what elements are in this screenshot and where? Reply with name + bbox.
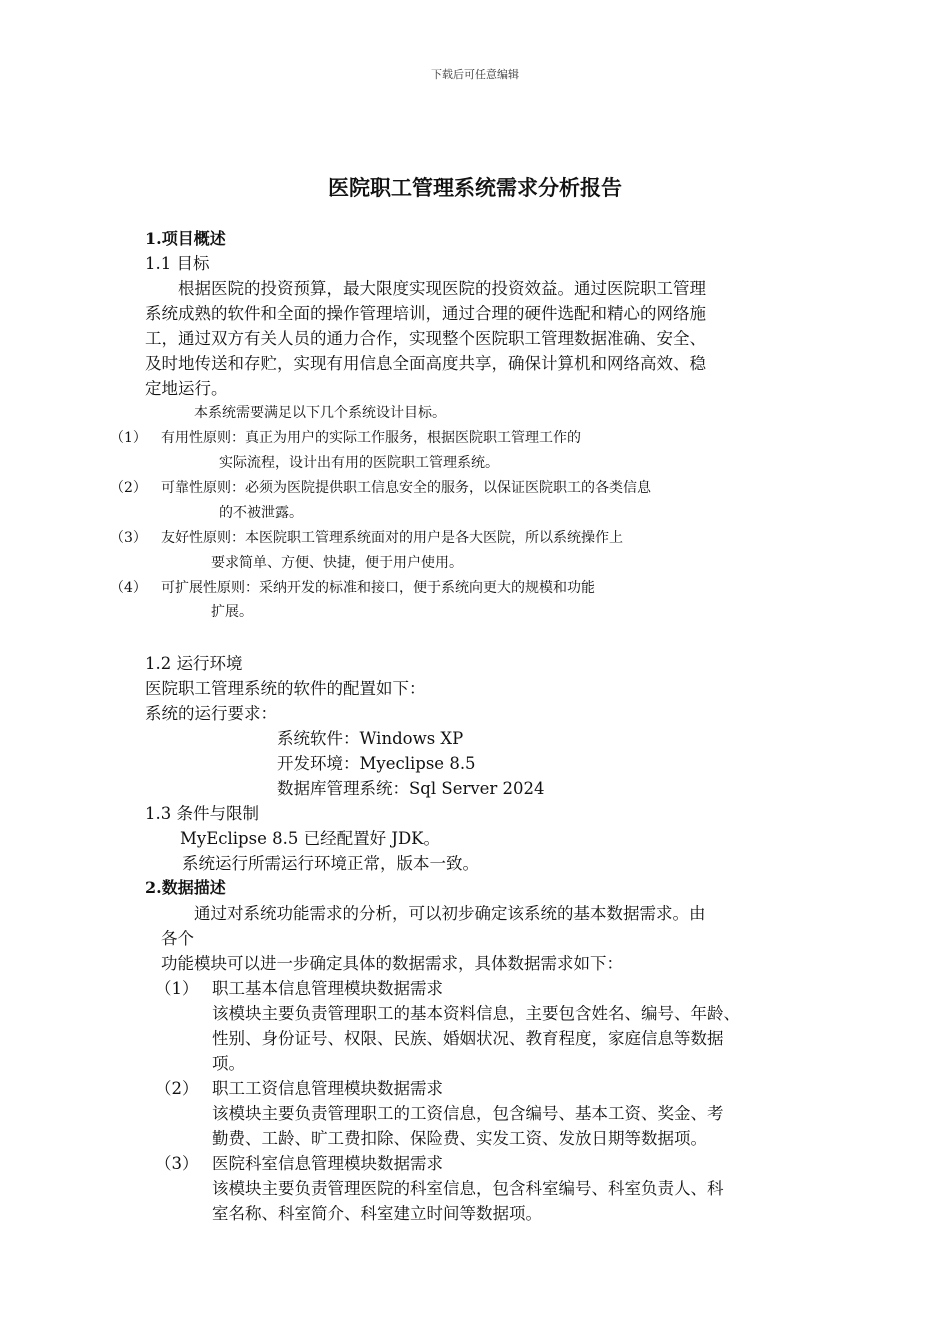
data-intro-line: 通过对系统功能需求的分析，可以初步确定该系统的基本数据需求。由 xyxy=(194,904,706,923)
intro-line: 定地运行。 xyxy=(145,379,228,398)
principle-text: 扩展。 xyxy=(211,604,253,620)
principle-number: （2） xyxy=(110,480,147,496)
principle-text: 可扩展性原则：采纳开发的标准和接口，便于系统向更大的规模和功能 xyxy=(161,580,595,596)
env-line: 系统的运行要求： xyxy=(145,704,277,723)
module-text: 室名称、科室简介、科室建立时间等数据项。 xyxy=(212,1204,542,1223)
data-intro-line: 各个 xyxy=(161,929,194,948)
goals-intro: 本系统需要满足以下几个系统设计目标。 xyxy=(194,405,446,421)
section-2-heading: 2.数据描述 xyxy=(145,878,226,897)
module-text: 勤费、工龄、旷工费扣除、保险费、实发工资、发放日期等数据项。 xyxy=(212,1129,707,1148)
principle-number: （3） xyxy=(110,530,147,546)
principle-text: 实际流程，设计出有用的医院职工管理系统。 xyxy=(219,455,499,471)
cond-line: MyEclipse 8.5 已经配置好 JDK。 xyxy=(180,829,440,848)
module-text: 该模块主要负责管理医院的科室信息，包含科室编号、科室负责人、科 xyxy=(212,1179,724,1198)
env-line: 医院职工管理系统的软件的配置如下： xyxy=(145,679,426,698)
cond-heading: 1.3 条件与限制 xyxy=(145,804,259,823)
module-text: 性别、身份证号、权限、民族、婚姻状况、教育程度，家庭信息等数据 xyxy=(212,1029,724,1048)
goal-heading: 1.1 目标 xyxy=(145,254,210,273)
principle-text: 的不被泄露。 xyxy=(219,505,303,521)
module-text: 该模块主要负责管理职工的基本资料信息，主要包含姓名、编号、年龄、 xyxy=(212,1004,740,1023)
module-title: 职工基本信息管理模块数据需求 xyxy=(212,979,443,998)
cond-line: 系统运行所需运行环境正常，版本一致。 xyxy=(182,854,479,873)
page-header: 下载后可任意编辑 xyxy=(431,68,519,81)
principle-number: （1） xyxy=(110,430,147,446)
principle-text: 友好性原则：本医院职工管理系统面对的用户是各大医院，所以系统操作上 xyxy=(161,530,623,546)
env-item: 开发环境：Myeclipse 8.5 xyxy=(277,754,476,773)
env-item: 数据库管理系统：Sql Server 2024 xyxy=(277,779,545,798)
env-heading: 1.2 运行环境 xyxy=(145,654,243,673)
intro-line: 工，通过双方有关人员的通力合作，实现整个医院职工管理数据准确、安全、 xyxy=(145,329,706,348)
document-title: 医院职工管理系统需求分析报告 xyxy=(328,175,622,200)
principle-number: （4） xyxy=(110,580,147,596)
module-number: （1） xyxy=(155,979,199,998)
principle-text: 有用性原则：真正为用户的实际工作服务，根据医院职工管理工作的 xyxy=(161,430,581,446)
section-1-heading: 1.项目概述 xyxy=(145,229,226,248)
data-intro-line: 功能模块可以进一步确定具体的数据需求，具体数据需求如下： xyxy=(161,954,623,973)
intro-line: 根据医院的投资预算，最大限度实现医院的投资效益。通过医院职工管理 xyxy=(178,279,706,298)
principle-text: 要求简单、方便、快捷，便于用户使用。 xyxy=(211,555,463,571)
module-number: （2） xyxy=(155,1079,199,1098)
module-title: 医院科室信息管理模块数据需求 xyxy=(212,1154,443,1173)
module-text: 项。 xyxy=(212,1054,245,1073)
module-title: 职工工资信息管理模块数据需求 xyxy=(212,1079,443,1098)
module-number: （3） xyxy=(155,1154,199,1173)
env-item: 系统软件：Windows XP xyxy=(277,729,464,748)
intro-line: 系统成熟的软件和全面的操作管理培训，通过合理的硬件选配和精心的网络施 xyxy=(145,304,706,323)
principle-text: 可靠性原则：必须为医院提供职工信息安全的服务，以保证医院职工的各类信息 xyxy=(161,480,651,496)
module-text: 该模块主要负责管理职工的工资信息，包含编号、基本工资、奖金、考 xyxy=(212,1104,724,1123)
intro-line: 及时地传送和存贮，实现有用信息全面高度共享，确保计算机和网络高效、稳 xyxy=(145,354,706,373)
